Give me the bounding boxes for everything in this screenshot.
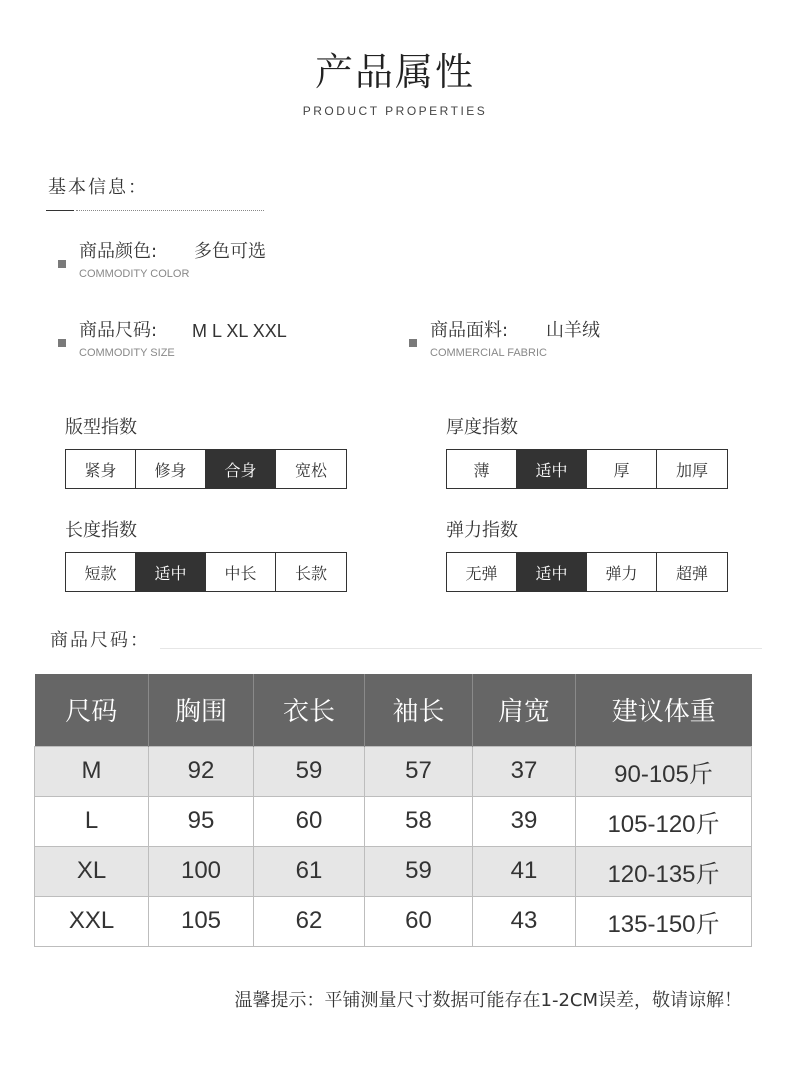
attr-fabric-name: 商品面料: (430, 320, 509, 341)
thickness-option: 厚 (587, 450, 657, 488)
thickness-option-selected: 适中 (517, 450, 587, 488)
thickness-index-title: 厚度指数 (446, 417, 518, 438)
size-section-label: 商品尺码： (50, 630, 150, 651)
square-bullet-icon (58, 260, 66, 268)
length-option-selected: 适中 (136, 553, 206, 591)
elasticity-option: 弹力 (587, 553, 657, 591)
attr-color-name: 商品颜色: (79, 241, 158, 262)
table-cell: 39 (473, 796, 576, 846)
table-cell: 37 (473, 746, 576, 796)
col-header-shoulder: 肩宽 (473, 674, 576, 746)
table-cell: 58 (365, 796, 473, 846)
fit-index-options (65, 449, 347, 489)
section-underline-dotted (76, 210, 264, 211)
fit-option: 宽松 (294, 460, 327, 480)
attr-fabric-value: 山羊绒 (546, 320, 600, 341)
length-option: 中长 (206, 553, 276, 591)
elasticity-option: 无弹 (447, 553, 517, 591)
size-section-rule (160, 648, 762, 649)
basic-info-label: 基本信息： (48, 177, 148, 198)
page-subtitle: PRODUCT PROPERTIES (302, 104, 488, 118)
table-cell: L (35, 796, 149, 846)
table-row (35, 746, 752, 796)
col-header-length: 衣长 (254, 674, 365, 746)
length-option: 长款 (294, 563, 327, 583)
col-header-weight: 建议体重 (576, 674, 752, 746)
table-cell: M (35, 746, 149, 796)
thickness-index-options (446, 449, 728, 489)
attr-size-en: COMMODITY SIZE (79, 347, 175, 359)
square-bullet-icon (58, 339, 66, 347)
table-cell: 120-135斤 (576, 846, 752, 896)
table-cell: 105-120斤 (576, 796, 752, 846)
table-cell: 57 (365, 746, 473, 796)
fit-index-title: 版型指数 (65, 417, 137, 438)
length-index-title: 长度指数 (65, 520, 137, 541)
attr-color-value: 多色可选 (194, 241, 266, 262)
table-row (35, 896, 752, 946)
col-header-size: 尺码 (35, 674, 149, 746)
size-table (34, 674, 752, 947)
fit-option: 修身 (136, 450, 206, 488)
table-cell: 135-150斤 (576, 896, 752, 946)
page-title: 产品属性 (314, 50, 475, 94)
attr-color-en: COMMODITY COLOR (79, 268, 190, 280)
attr-size-value: M L XL XXL (192, 321, 287, 341)
table-cell: XXL (35, 896, 149, 946)
table-cell: 59 (365, 846, 473, 896)
col-header-sleeve: 袖长 (365, 674, 473, 746)
table-row (35, 846, 752, 896)
elasticity-option: 超弹 (675, 563, 708, 583)
table-cell: 41 (473, 846, 576, 896)
elasticity-option-selected: 适中 (517, 553, 587, 591)
table-cell: 59 (254, 746, 365, 796)
table-cell: 105 (149, 896, 254, 946)
table-cell: 62 (254, 896, 365, 946)
fit-option-selected: 合身 (206, 450, 276, 488)
square-bullet-icon (409, 339, 417, 347)
thickness-option: 加厚 (675, 460, 708, 480)
fit-option: 紧身 (66, 450, 136, 488)
measurement-tip: 温馨提示：平铺测量尺寸数据可能存在1-2CM误差，敬请谅解！ (234, 990, 742, 1011)
section-underline-solid (46, 210, 74, 211)
table-cell: 100 (149, 846, 254, 896)
col-header-chest: 胸围 (149, 674, 254, 746)
table-cell: XL (35, 846, 149, 896)
table-cell: 61 (254, 846, 365, 896)
elasticity-index-options (446, 552, 728, 592)
table-row (35, 796, 752, 846)
elasticity-index-title: 弹力指数 (446, 520, 518, 541)
thickness-option: 薄 (447, 450, 517, 488)
attr-size-name: 商品尺码: (79, 320, 158, 341)
table-cell: 95 (149, 796, 254, 846)
length-index-options (65, 552, 347, 592)
length-option: 短款 (66, 553, 136, 591)
table-cell: 60 (254, 796, 365, 846)
size-table-header-row (35, 674, 752, 746)
table-cell: 90-105斤 (576, 746, 752, 796)
table-cell: 60 (365, 896, 473, 946)
table-cell: 43 (473, 896, 576, 946)
attr-fabric-en: COMMERCIAL FABRIC (430, 347, 547, 359)
table-cell: 92 (149, 746, 254, 796)
